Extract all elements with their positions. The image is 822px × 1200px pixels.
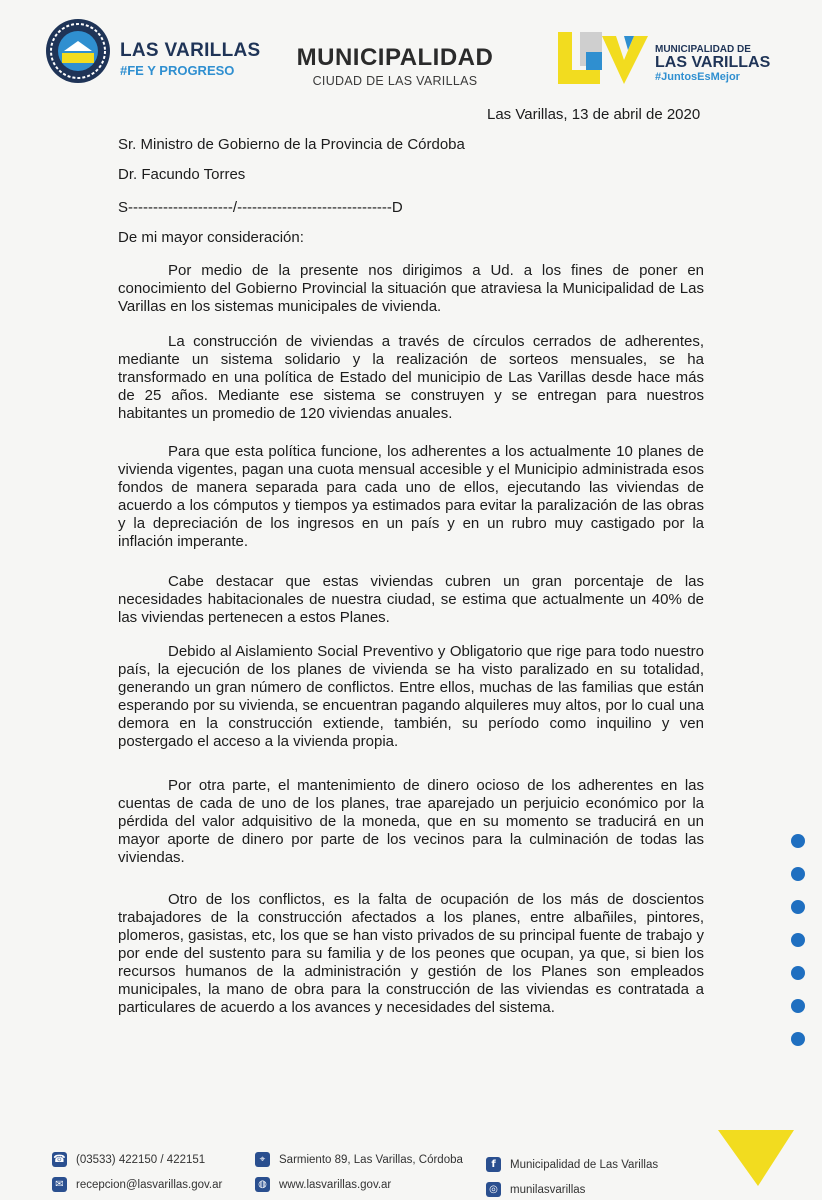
footer-web-text[interactable]: www.lasvarillas.gov.ar (279, 1178, 392, 1191)
brand-right (655, 44, 770, 83)
brand-left (120, 40, 260, 78)
footer-facebook[interactable] (486, 1157, 658, 1172)
dot (791, 933, 805, 947)
paragraph-5: Debido al Aislamiento Social Preventivo y Obligatorio que rige para todo nuestro país, la ejecución de los planes de vivienda se ha visto paralizado en su totalidad, generando un gran número de conflictos. Entre ellos, muchas de las familias que están esperando por su vivienda, se encuentran pagando alquileres muy altos, por lo cual una demora en la construcción extiende, también, su período como inquilino y ven postergado el acceso a la vivienda propia. (118, 643, 704, 750)
letter-greeting: De mi mayor consideración: (118, 229, 304, 246)
letter-recipient: Sr. Ministro de Gobierno de la Provincia de Córdoba (118, 136, 465, 153)
footer-phone-text: (03533) 422150 / 422151 (76, 1153, 206, 1166)
yellow-triangle-icon (718, 1130, 794, 1186)
phone-icon: ☎ (53, 1154, 66, 1165)
brand-right-line2: LAS VARILLAS (655, 54, 771, 71)
footer-email[interactable] (52, 1177, 222, 1192)
location-icon: ⌖ (255, 1152, 270, 1167)
instagram-icon: ◎ (486, 1182, 501, 1197)
municipality-subtitle: CIUDAD DE LAS VARILLAS (312, 74, 478, 88)
city-seal-icon (44, 17, 112, 85)
footer-phone (52, 1152, 205, 1167)
city-slogan: #FE Y PROGRESO (120, 63, 235, 78)
footer-address-text: Sarmiento 89, Las Varillas, Córdoba (279, 1153, 463, 1166)
footer-instagram[interactable] (486, 1182, 585, 1197)
footer-web[interactable] (255, 1177, 391, 1192)
paragraph-2: La construcción de viviendas a través de círculos cerrados de adherentes, mediante un sistema solidario y la realización de sorteos mensuales, se ha transformado en una política de Estado del municipio de Las Varillas desde hace más de 25 años. Mediante ese sistema se construyen y se entregan para nuestros habitantes un promedio de 120 viviendas anuales. (118, 333, 704, 422)
footer-instagram-text[interactable]: munilasvarillas (510, 1183, 586, 1196)
footer-email-text[interactable]: recepcion@lasvarillas.gov.ar (76, 1178, 223, 1191)
paragraph-6: Por otra parte, el mantenimiento de dinero ocioso de los adherentes en las cuentas de cada de uno de los planes, trae aparejado un perjuicio económico por la pérdida del valor adquisitivo de la moneda, que en su momento se traducirá en un mayor aporte de dinero por parte de los vecinos para la culminación de todas las viviendas. (118, 777, 704, 866)
dot (791, 834, 805, 848)
paragraph-4: Cabe destacar que estas viviendas cubren un gran porcentaje de las necesidades habitacionales de nuestra ciudad, se estima que actualmente un 40% de las viviendas pertenecen a estos Planes. (118, 573, 704, 626)
decorative-dots (791, 834, 805, 1065)
letter-recipient-name: Dr. Facundo Torres (118, 166, 246, 183)
municipality-title: MUNICIPALIDAD (296, 44, 494, 71)
letter-sd-line: S---------------------/-------------------------------D (118, 199, 403, 216)
globe-icon: ◍ (255, 1177, 270, 1192)
footer-facebook-text[interactable]: Municipalidad de Las Varillas (510, 1158, 659, 1171)
letter-date: Las Varillas, 13 de abril de 2020 (487, 106, 701, 123)
email-icon: ✉ (52, 1177, 67, 1192)
dot (791, 900, 805, 914)
lv-logo-icon (558, 32, 650, 88)
city-name: LAS VARILLAS (120, 40, 261, 61)
facebook-icon: f (486, 1157, 501, 1172)
brand-right-hashtag: #JuntosEsMejor (655, 71, 740, 83)
dot (791, 999, 805, 1013)
brand-right-line1: MUNICIPALIDAD DE (655, 44, 751, 55)
paragraph-7: Otro de los conflictos, es la falta de ocupación de los más de doscientos trabajadores de la construcción afectados a los planes, entre albañiles, pintores, plomeros, gasistas, etc, los que se han visto privados de su principal fuente de trabajo y por ende del sustento para su familia y de los peones que ocupan, ya que, si bien los recursos humanos de la administración y gestión de los Planes son empleados municipales, la mano de obra para la construcción de las viviendas es contratada a particulares de acuerdo a los avances y necesidades del sistema. (118, 891, 704, 1016)
dot (791, 966, 805, 980)
dot (791, 867, 805, 881)
dot (791, 1032, 805, 1046)
paragraph-3: Para que esta política funcione, los adherentes a los actualmente 10 planes de vivienda vigentes, pagan una cuota mensual accesible y el Municipio administrada esos fondos de manera separada para cada uno de ellos, ejecutando las viviendas de acuerdo a los cómputos y tiempos ya estimados para evitar la paralización de las obras y la depreciación de los ingresos en un país y en un rubro muy castigado por la inflación imperante. (118, 443, 704, 550)
paragraph-1: Por medio de la presente nos dirigimos a Ud. a los fines de poner en conocimiento del Gobierno Provincial la situación que atraviesa la Municipalidad de Las Varillas en los sistemas municipales de vivienda. (118, 262, 704, 315)
brand-center (280, 44, 510, 88)
footer-address (255, 1152, 463, 1167)
